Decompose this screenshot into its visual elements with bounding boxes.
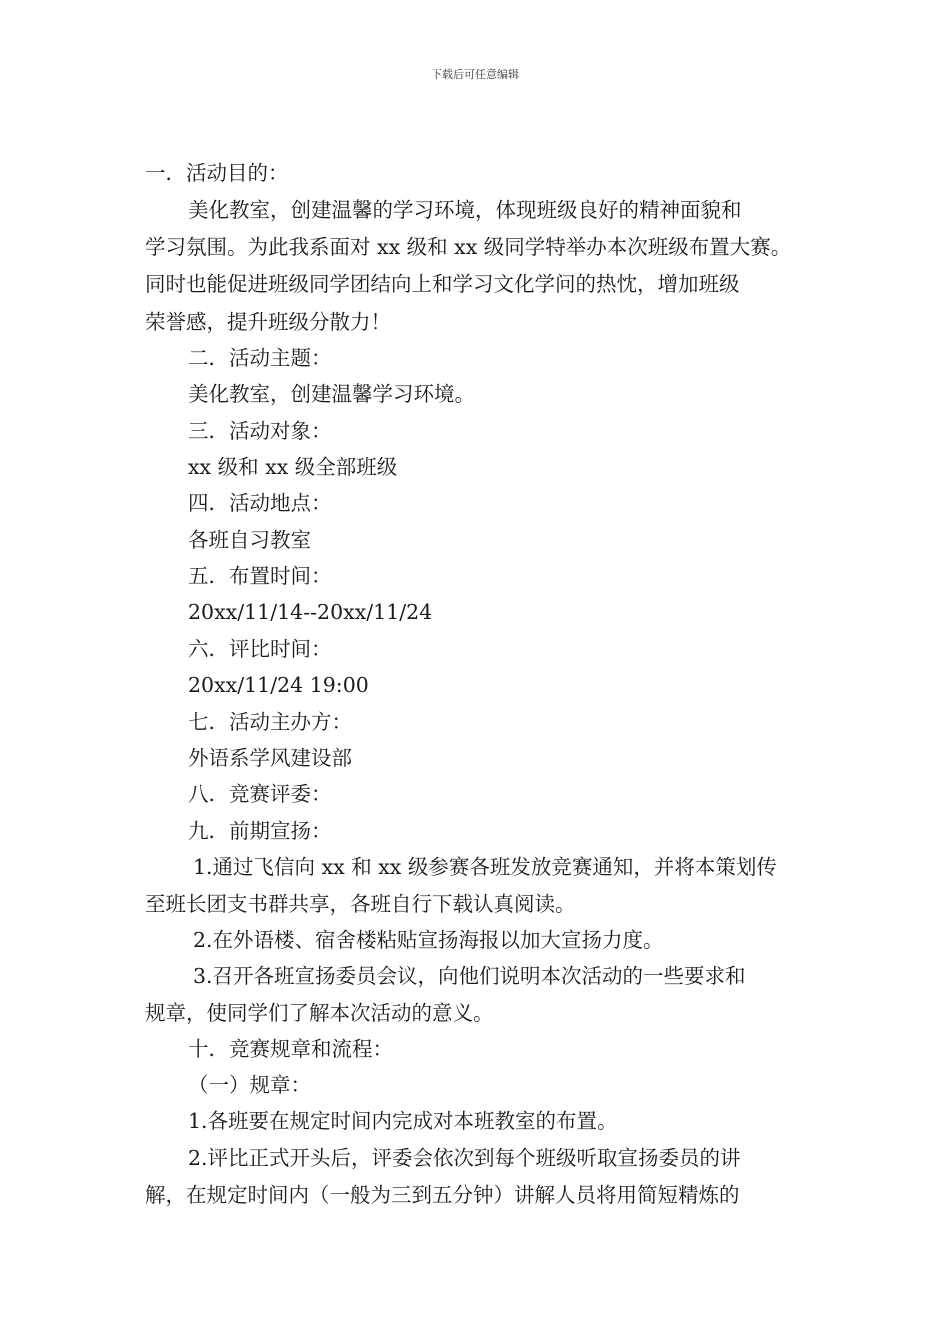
paragraph-line: 外语系学风建设部 [188, 746, 352, 770]
paragraph-line: 规章，使同学们了解本次活动的意义。 [145, 1001, 494, 1025]
paragraph-line: 20xx/11/14--20xx/11/24 [188, 600, 433, 624]
section-heading-organizer: 七．活动主办方： [188, 710, 352, 734]
section-heading-judging-time: 六．评比时间： [188, 637, 332, 661]
subsection-heading: （一）规章： [188, 1073, 311, 1097]
paragraph-line: 至班长团支书群共享，各班自行下载认真阅读。 [145, 892, 576, 916]
section-heading-publicity: 九．前期宣扬： [188, 819, 332, 843]
paragraph-line: 学习氛围。为此我系面对 xx 级和 xx 级同学特举办本次班级布置大赛。 [145, 235, 792, 259]
paragraph-line: 美化教室，创建温馨的学习环境，体现班级良好的精神面貌和 [188, 198, 742, 222]
paragraph-line: 2.评比正式开头后，评委会依次到每个班级听取宣扬委员的讲 [188, 1146, 741, 1170]
section-heading-purpose: 一．活动目的： [145, 161, 289, 185]
paragraph-line: 解，在规定时间内（一般为三到五分钟）讲解人员将用简短精炼的 [145, 1183, 740, 1207]
paragraph-line: 20xx/11/24 19:00 [188, 673, 369, 697]
page-header: 下载后可任意编辑 [431, 68, 519, 81]
paragraph-line: 美化教室，创建温馨学习环境。 [188, 382, 475, 406]
paragraph-line: 2.在外语楼、宿舍楼粘贴宣扬海报以加大宣扬力度。 [193, 928, 664, 952]
paragraph-line: 荣誉感，提升班级分散力！ [145, 310, 391, 334]
paragraph-line: 1.通过飞信向 xx 和 xx 级参赛各班发放竞赛通知，并将本策划传 [193, 855, 777, 879]
section-heading-judges: 八．竞赛评委： [188, 782, 332, 806]
paragraph-line: xx 级和 xx 级全部班级 [188, 455, 398, 479]
section-heading-rules: 十．竞赛规章和流程： [188, 1037, 393, 1061]
paragraph-line: 3.召开各班宣扬委员会议，向他们说明本次活动的一些要求和 [193, 964, 746, 988]
section-heading-target: 三．活动对象： [188, 419, 332, 443]
section-heading-location: 四．活动地点： [188, 491, 332, 515]
paragraph-line: 各班自习教室 [188, 528, 311, 552]
paragraph-line: 1.各班要在规定时间内完成对本班教室的布置。 [188, 1109, 618, 1133]
section-heading-setup-time: 五．布置时间： [188, 564, 332, 588]
section-heading-theme: 二．活动主题： [188, 346, 332, 370]
paragraph-line: 同时也能促进班级同学团结向上和学习文化学问的热忱，增加班级 [145, 272, 740, 296]
